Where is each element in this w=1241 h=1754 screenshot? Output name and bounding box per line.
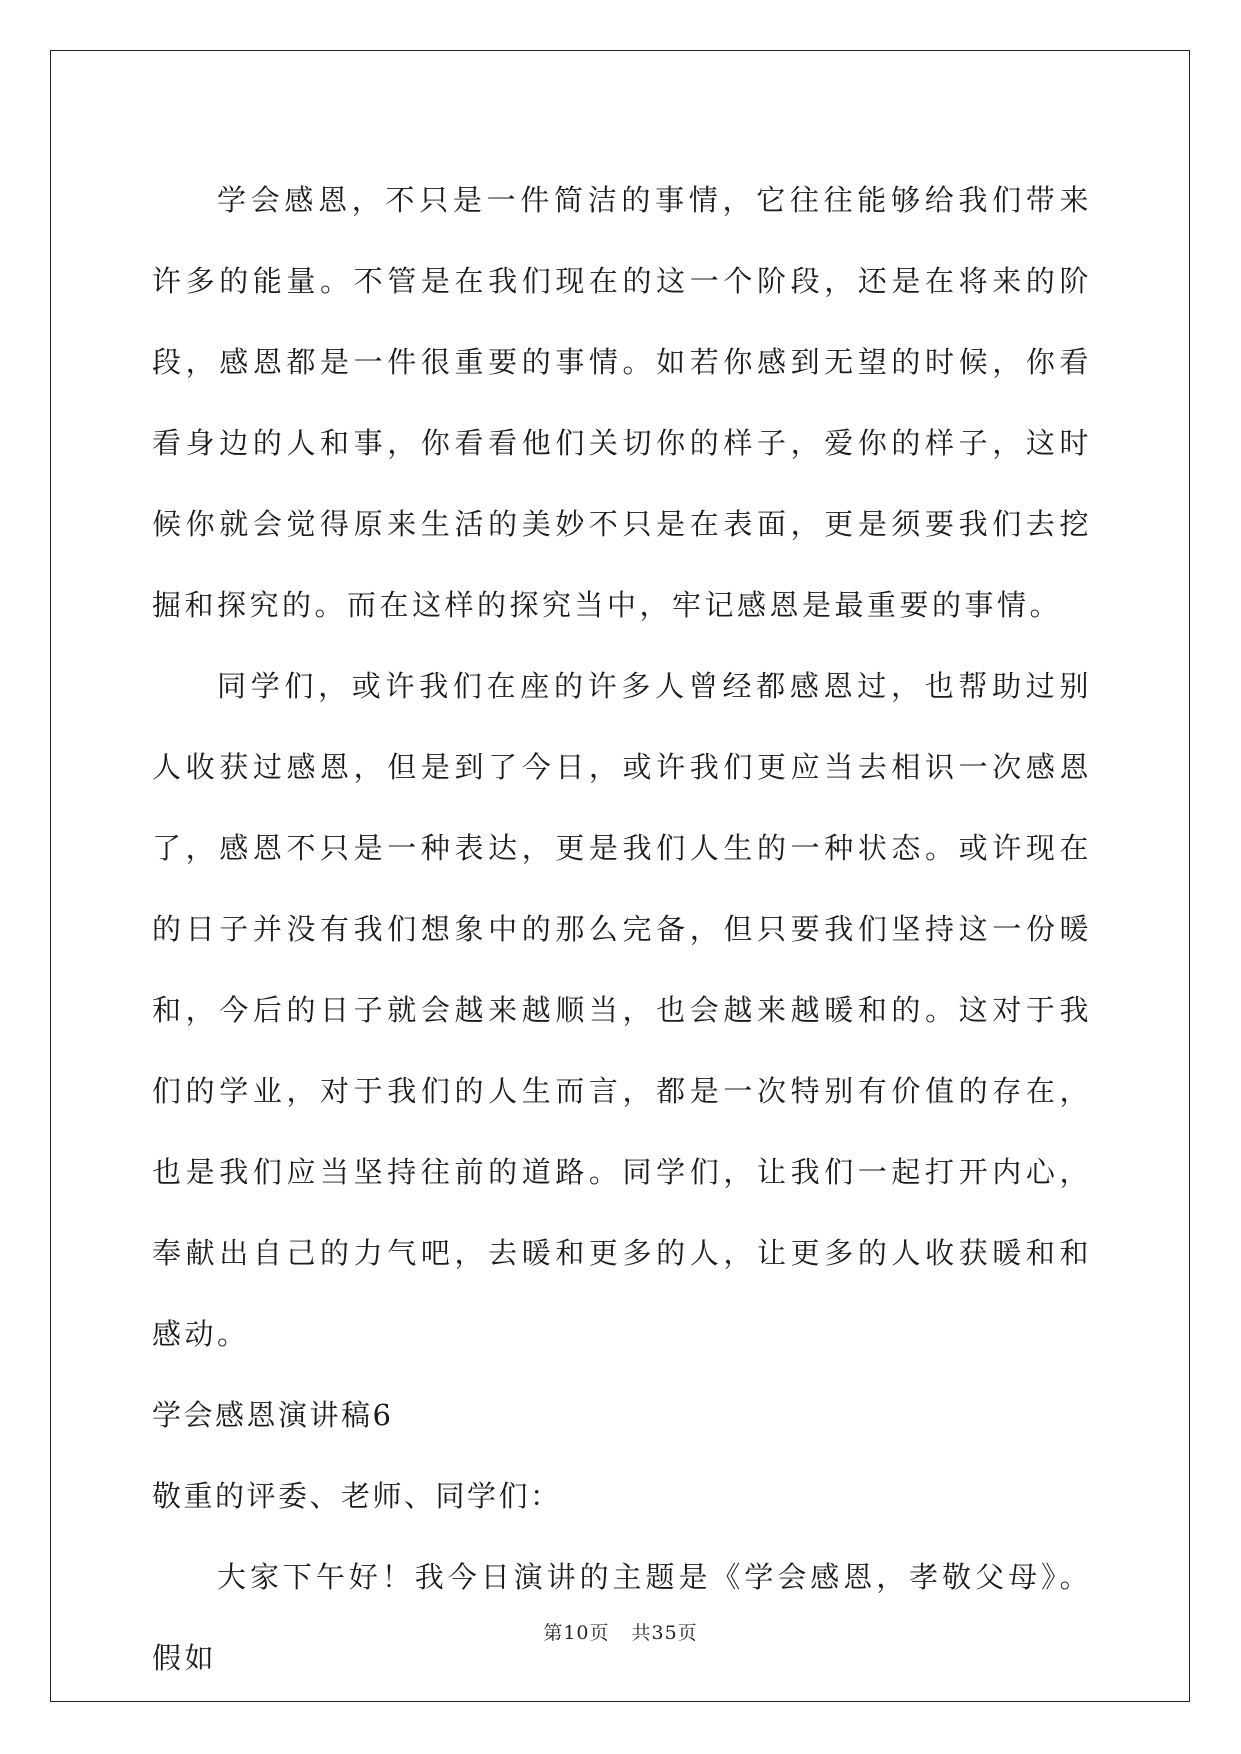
page-number: 第10页: [543, 1622, 610, 1644]
document-body: [152, 160, 1092, 1699]
section-title: 学会感恩演讲稿6: [152, 1398, 394, 1432]
opening-paragraph: 大家下午好！我今日演讲的主题是《学会感恩，孝敬父母》。假如: [152, 1560, 1092, 1675]
body-paragraph-1: 学会感恩，不只是一件简洁的事情，它往往能够给我们带来许多的能量。不管是在我们现在的这一个阶段，还是在将来的阶段，感恩都是一件很重要的事情。如若你感到无望的时候，你看看身边的人和事，你看看他们关切你的样子，爱你的样子，这时候你就会觉得原来生活的美妙不只是在表面，更是须要我们去挖掘和探究的。而在这样的探究当中，牢记感恩是最重要的事情。: [152, 183, 1092, 622]
page-total: 共35页: [631, 1622, 698, 1644]
salutation: 敬重的评委、老师、同学们：: [152, 1479, 562, 1513]
body-paragraph-2: 同学们，或许我们在座的许多人曾经都感恩过，也帮助过别人收获过感恩，但是到了今日，或许我们更应当去相识一次感恩了，感恩不只是一种表达，更是我们人生的一种状态。或许现在的日子并没有我们想象中的那么完备，但只要我们坚持这一份暖和，今后的日子就会越来越顺当，也会越来越暖和的。这对于我们的学业，对于我们的人生而言，都是一次特别有价值的存在，也是我们应当坚持往前的道路。同学们，让我们一起打开内心，奉献出自己的力气吧，去暖和更多的人，让更多的人收获暖和和感动。: [152, 669, 1092, 1351]
page-footer: [0, 1618, 1241, 1645]
